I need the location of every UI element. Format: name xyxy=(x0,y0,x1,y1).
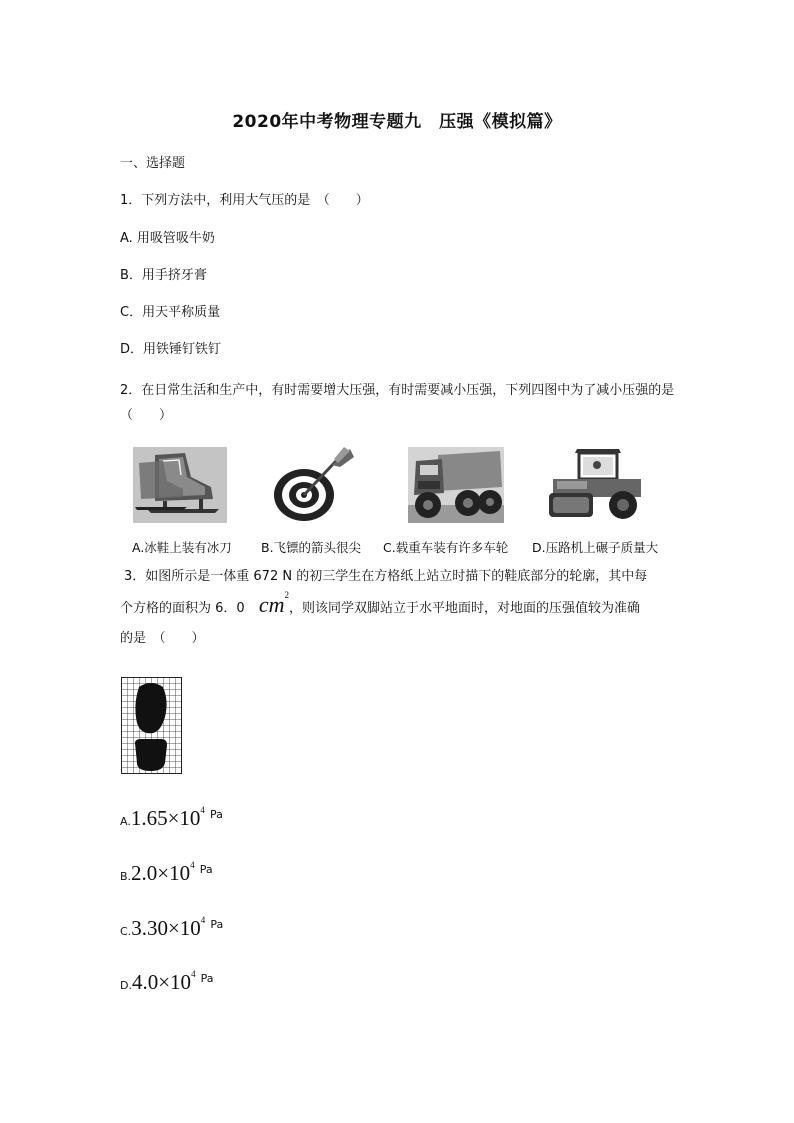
q1-option-a[interactable]: A. 用吸管吸牛奶 xyxy=(120,231,215,246)
ice-skate-image xyxy=(133,447,227,523)
q3-option-c-letter: C. xyxy=(120,925,132,938)
q3-option-b-unit: Pa xyxy=(199,863,213,876)
q3-option-a-exponent: 4 xyxy=(200,805,205,815)
q1-option-c[interactable]: C．用天平称质量 xyxy=(120,305,221,320)
q2-caption-a[interactable]: A.冰鞋上装有冰刀 xyxy=(132,540,232,555)
unit-exponent: 2 xyxy=(284,590,289,600)
q3-option-b-letter: B. xyxy=(120,870,132,883)
q2-caption-c[interactable]: C.载重车装有许多车轮 xyxy=(383,540,509,555)
q3-option-d-letter: D. xyxy=(120,979,132,992)
q2-caption-b[interactable]: B.飞镖的箭头很尖 xyxy=(261,540,362,555)
q3-option-a-letter: A. xyxy=(120,815,131,828)
q3-stem-line1: 3．如图所示是一体重 672 N 的初三学生在方格纸上站立时描下的鞋底部分的轮廓，其中每 xyxy=(124,569,648,584)
q3-option-d-unit: Pa xyxy=(200,972,214,985)
section-heading: 一、选择题 xyxy=(120,156,186,171)
q3-option-a-unit: Pa xyxy=(210,808,223,821)
q1-option-b[interactable]: B．用手挤牙膏 xyxy=(120,268,207,283)
q3-option-d[interactable] xyxy=(120,970,214,995)
unit-cm: cm xyxy=(258,592,285,617)
q1-stem: 1．下列方法中，利用大气压的是 （ ） xyxy=(120,193,369,208)
shoe-print-grid-image xyxy=(121,677,182,774)
q3-option-d-exponent: 4 xyxy=(191,969,196,979)
q3-option-c-unit: Pa xyxy=(210,918,224,931)
q3-stem-line3: 的是 （ ） xyxy=(120,631,205,646)
q3-stem-text-a: 个方格的面积为 6．0 xyxy=(120,601,245,616)
q3-option-b-value: 2.0×10 xyxy=(131,861,191,885)
q3-option-c[interactable] xyxy=(120,916,223,941)
truck-image xyxy=(408,447,504,523)
q3-option-a-value: 1.65×10 xyxy=(130,806,201,830)
q3-option-a[interactable] xyxy=(120,806,223,831)
q3-option-d-value: 4.0×10 xyxy=(131,970,192,994)
q3-stem-text-b: ，则该同学双脚站立于水平地面时，对地面的压强值较为准确 xyxy=(288,601,640,616)
page-title: 2020年中考物理专题九 压强《模拟篇》 xyxy=(232,112,562,132)
q3-option-b[interactable] xyxy=(120,861,213,886)
q3-stem-line2 xyxy=(120,592,640,622)
q3-option-c-exponent: 4 xyxy=(200,915,206,925)
q3-option-c-value: 3.30×10 xyxy=(131,916,201,940)
q1-option-d[interactable]: D．用铁锤钉铁钉 xyxy=(120,342,222,357)
road-roller-image xyxy=(547,445,645,523)
q3-option-b-exponent: 4 xyxy=(190,860,195,870)
dart-target-image xyxy=(270,445,356,525)
q2-caption-d[interactable]: D.压路机上碾子质量大 xyxy=(532,540,659,555)
q2-stem: 2．在日常生活和生产中，有时需要增大压强，有时需要减小压强，下列四图中为了减小压强的是 （ ） xyxy=(120,383,688,423)
